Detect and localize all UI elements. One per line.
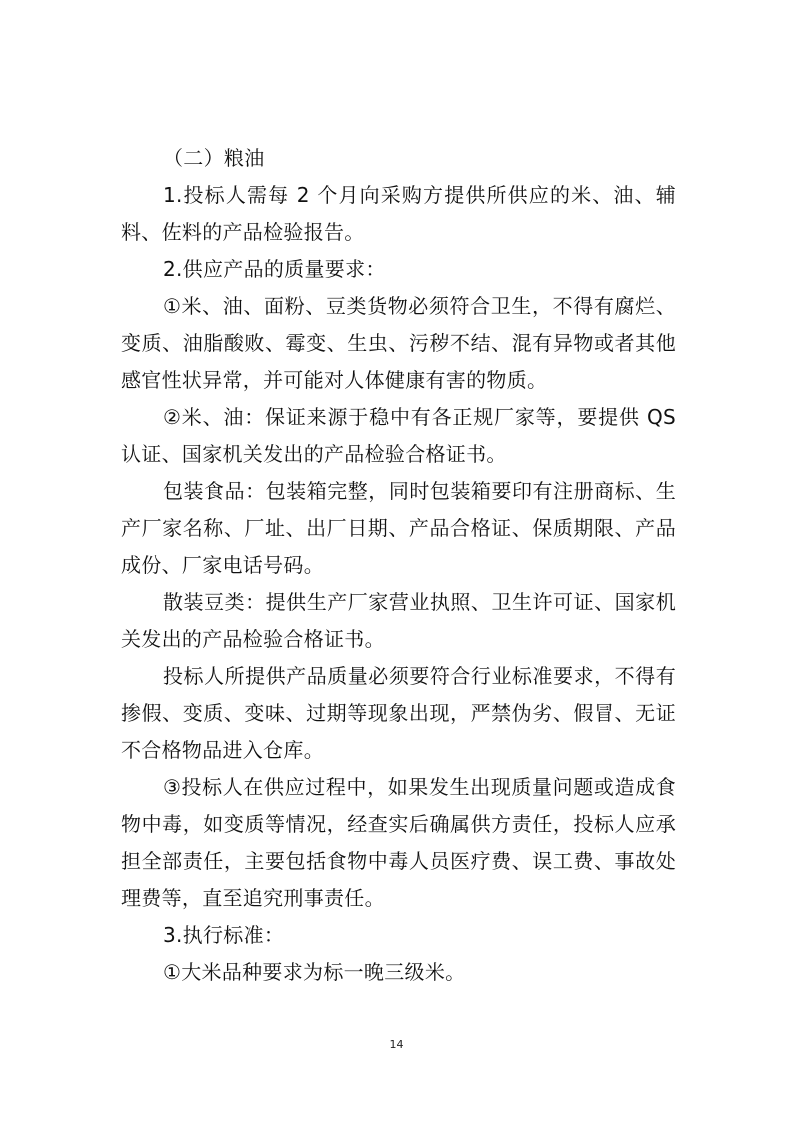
section-heading: （二）粮油 [163, 146, 265, 170]
paragraph-bulk-beans: 散装豆类：提供生产厂家营业执照、卫生许可证、国家机关发出的产品检验合格证书。 [121, 590, 676, 651]
paragraph-inspection-report: 1.投标人需每 2 个月向采购方提供所供应的米、油、辅料、佐料的产品检验报告。 [121, 183, 676, 244]
document-body [121, 140, 676, 991]
paragraph-liability: ③投标人在供应过程中，如果发生出现质量问题或造成食物中毒，如变质等情况，经查实后确属供方责任，投标人应承担全部责任，主要包括食物中毒人员医疗费、误工费、事故处理费等，直至追究刑事责任。 [121, 775, 676, 910]
paragraph-hygiene-requirement: ①米、油、面粉、豆类货物必须符合卫生，不得有腐烂、变质、油脂酸败、霉变、生虫、污秽不结、混有异物或者其他感官性状异常，并可能对人体健康有害的物质。 [121, 294, 676, 392]
paragraph-packaged-food: 包装食品：包装箱完整，同时包装箱要印有注册商标、生产厂家名称、厂址、出厂日期、产品合格证、保质期限、产品成份、厂家电话号码。 [121, 479, 676, 577]
paragraph-rice-oil-source: ②米、油：保证来源于稳中有各正规厂家等，要提供 QS 认证、国家机关发出的产品检验合格证书。 [121, 405, 676, 466]
paragraph-standards-heading: 3.执行标准： [163, 923, 285, 947]
paragraph-quality-heading: 2.供应产品的质量要求： [163, 257, 386, 281]
paragraph-rice-grade: ①大米品种要求为标一晚三级米。 [163, 960, 466, 984]
page-number: 14 [389, 1038, 404, 1051]
paragraph-industry-standard: 投标人所提供产品质量必须要符合行业标准要求，不得有掺假、变质、变味、过期等现象出现，严禁伪劣、假冒、无证不合格物品进入仓库。 [121, 664, 676, 762]
